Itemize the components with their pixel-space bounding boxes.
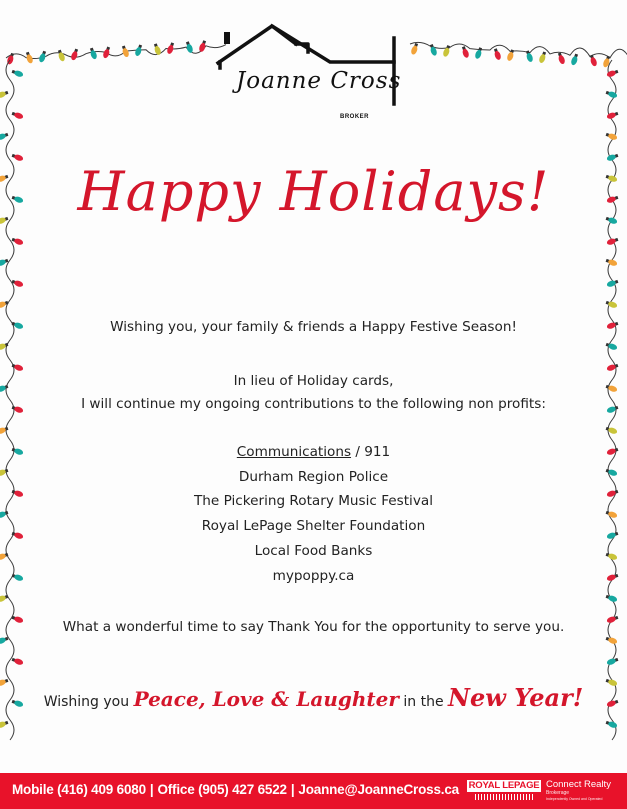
closing-script-new-year: New Year! <box>448 683 584 712</box>
light-bulb-icon <box>606 447 619 456</box>
headline: Happy Holidays! <box>77 160 550 223</box>
light-bulb-icon <box>606 489 619 498</box>
light-bulb-icon <box>474 47 483 60</box>
royal-lepage-stripes-icon <box>475 794 533 800</box>
light-bulb-icon <box>70 48 79 61</box>
light-bulb-icon <box>605 468 618 477</box>
light-bulb-icon <box>538 51 547 64</box>
light-bulb-icon <box>605 636 618 645</box>
light-bulb-icon <box>153 43 162 56</box>
light-bulb-icon <box>570 53 579 66</box>
light-bulb-icon <box>0 720 9 729</box>
light-bulb-icon <box>0 510 9 519</box>
light-bulb-icon <box>606 615 619 624</box>
light-bulb-icon <box>606 321 619 330</box>
nonprofit-item-911: / 911 <box>351 444 391 460</box>
closing-prefix: Wishing you <box>43 694 134 710</box>
light-bulb-icon <box>606 531 619 540</box>
light-bulb-icon <box>605 426 618 435</box>
nonprofit-item: Royal LePage Shelter Foundation <box>201 518 426 534</box>
thanks-text: What a wonderful time to say Thank You for the opportunity to serve you. <box>62 619 565 635</box>
royal-lepage-wordmark: ROYAL LEPAGE <box>468 780 540 791</box>
light-bulb-icon <box>0 426 9 435</box>
logo-subtitle: BROKER <box>340 114 370 120</box>
light-bulb-icon <box>606 657 619 666</box>
light-bulb-icon <box>605 258 618 267</box>
separator: | <box>149 782 154 797</box>
light-bulb-icon <box>606 363 619 372</box>
light-bulb-icon <box>605 594 618 603</box>
light-bulb-icon <box>606 573 619 582</box>
company-note: Independently Owned and Operated <box>546 797 603 801</box>
light-bulb-icon <box>605 342 618 351</box>
light-wire <box>410 42 627 59</box>
email-link[interactable]: Joanne@JoanneCross.ca <box>298 782 459 797</box>
light-bulb-icon <box>11 699 24 708</box>
light-bulb-icon <box>89 47 98 60</box>
communications-link[interactable]: Communications <box>236 444 352 460</box>
nonprofit-item: Durham Region Police <box>238 469 389 485</box>
closing-script-peace: Peace, Love & Laughter <box>133 687 399 711</box>
lieu-line-2: I will continue my ongoing contributions to the following non profits: <box>81 396 546 412</box>
closing-line <box>30 684 597 716</box>
light-bulb-icon <box>0 90 9 99</box>
light-bulb-icon <box>605 510 618 519</box>
mobile-phone[interactable]: Mobile (416) 409 6080 <box>12 782 146 797</box>
light-bulb-icon <box>11 657 24 666</box>
light-bulb-icon <box>557 52 566 65</box>
company-sub: Brokerage <box>546 790 570 796</box>
office-phone[interactable]: Office (905) 427 6522 <box>157 782 287 797</box>
nonprofit-item-communications <box>30 443 597 461</box>
light-bulb-icon <box>605 384 618 393</box>
light-bulb-icon <box>493 48 502 61</box>
light-bulb-icon <box>0 132 9 141</box>
light-bulb-icon <box>121 45 130 58</box>
light-bulb-icon <box>606 405 619 414</box>
light-bulb-icon <box>0 678 9 687</box>
joanne-cross-logo <box>212 18 422 122</box>
footer-bar <box>0 773 627 809</box>
lieu-line-1: In lieu of Holiday cards, <box>233 373 394 389</box>
light-bulb-icon <box>442 45 451 58</box>
company-name: Connect Realty <box>546 779 611 790</box>
light-bulb-icon <box>57 49 66 62</box>
light-wire <box>6 45 226 59</box>
nonprofit-item: The Pickering Rotary Music Festival <box>194 493 433 509</box>
brokerage-info <box>546 779 622 802</box>
light-bulb-icon <box>11 69 24 78</box>
closing-middle: in the <box>398 694 449 710</box>
nonprofit-item-mypoppy[interactable]: mypoppy.ca <box>272 568 355 584</box>
logo-name: Joanne Cross <box>236 68 402 94</box>
separator: | <box>290 782 295 797</box>
light-bulb-icon <box>102 46 111 59</box>
greeting-text: Wishing you, your family & friends a Happy Festive Season! <box>110 319 517 335</box>
light-bulb-icon <box>11 111 24 120</box>
light-bulb-icon <box>0 258 9 267</box>
royal-lepage-logo <box>467 780 541 802</box>
light-bulb-icon <box>606 237 619 246</box>
footer-contact <box>12 782 464 797</box>
nonprofit-item: Local Food Banks <box>254 543 373 559</box>
